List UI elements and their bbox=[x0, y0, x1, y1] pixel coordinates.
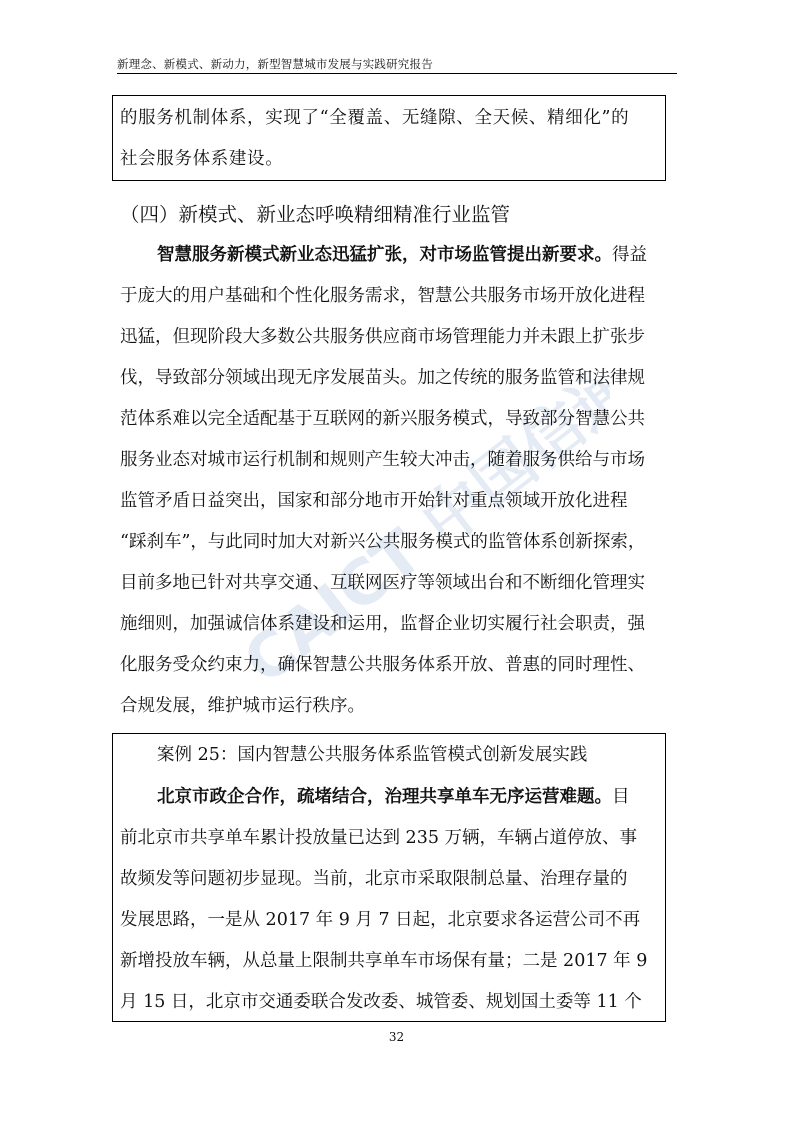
case-first-line bbox=[157, 786, 630, 808]
case-line: 发展思路，一是从 2017 年 9 月 7 日起，北京要求各运营公司不再 bbox=[120, 910, 641, 930]
paragraph-lead: 智慧服务新模式新业态迅猛扩张，对市场监管提出新要求。 bbox=[157, 245, 612, 265]
case-line: 前北京市共享单车累计投放量已达到 235 万辆，车辆占道停放、事 bbox=[120, 828, 638, 848]
page-number: 32 bbox=[388, 1030, 405, 1044]
paragraph-line: 监管矛盾日益突出，国家和部分地市开始针对重点领域开放化进程 bbox=[120, 491, 628, 511]
case-title: 案例 25：国内智慧公共服务体系监管模式创新发展实践 bbox=[157, 745, 588, 765]
paragraph-line: 迅猛，但现阶段大多数公共服务供应商市场管理能力并未跟上扩张步 bbox=[120, 327, 645, 347]
paragraph-line: 施细则，加强诚信体系建设和运用，监督企业切实履行社会职责，强 bbox=[120, 614, 645, 634]
paragraph-line: “踩刹车”，与此同时加大对新兴公共服务模式的监管体系创新探索， bbox=[120, 532, 646, 552]
paragraph-line: 目前多地已针对共享交通、互联网医疗等领域出台和不断细化管理实 bbox=[120, 573, 645, 593]
paragraph-first-rest: 得益 bbox=[612, 245, 647, 265]
watermark-text: CAICT 中国信通院 bbox=[229, 380, 610, 699]
header-rule bbox=[117, 73, 677, 74]
paragraph-first-line bbox=[157, 244, 647, 266]
paragraph-line: 合规发展，维护城市运行秩序。 bbox=[120, 696, 365, 716]
case-lead-rest: 目 bbox=[612, 787, 630, 807]
running-header: 新理念、新模式、新动力，新型智慧城市发展与实践研究报告 bbox=[117, 57, 433, 71]
paragraph-line: 范体系难以完全适配基于互联网的新兴服务模式，导致部分智慧公共 bbox=[120, 409, 645, 429]
continuation-line: 社会服务体系建设。 bbox=[120, 149, 284, 169]
paragraph-line: 于庞大的用户基础和个性化服务需求，智慧公共服务市场开放化进程 bbox=[120, 286, 645, 306]
case-line: 新增投放车辆，从总量上限制共享单车市场保有量；二是 2017 年 9 bbox=[120, 951, 648, 971]
section-heading: （四）新模式、新业态呼唤精细精准行业监管 bbox=[120, 203, 511, 226]
paragraph-line: 服务业态对城市运行机制和规则产生较大冲击，随着服务供给与市场 bbox=[120, 450, 645, 470]
case-line: 月 15 日，北京市交通委联合发改委、城管委、规划国土委等 11 个 bbox=[120, 992, 642, 1012]
paragraph-line: 化服务受众约束力，确保智慧公共服务体系开放、普惠的同时理性、 bbox=[120, 655, 645, 675]
case-lead: 北京市政企合作，疏堵结合，治理共享单车无序运营难题。 bbox=[157, 787, 612, 807]
case-line: 故频发等问题初步显现。当前，北京市采取限制总量、治理存量的 bbox=[120, 869, 628, 889]
continuation-line: 的服务机制体系，实现了“全覆盖、无缝隙、全天候、精细化”的 bbox=[120, 108, 630, 128]
paragraph-line: 伐，导致部分领域出现无序发展苗头。加之传统的服务监管和法律规 bbox=[120, 368, 645, 388]
